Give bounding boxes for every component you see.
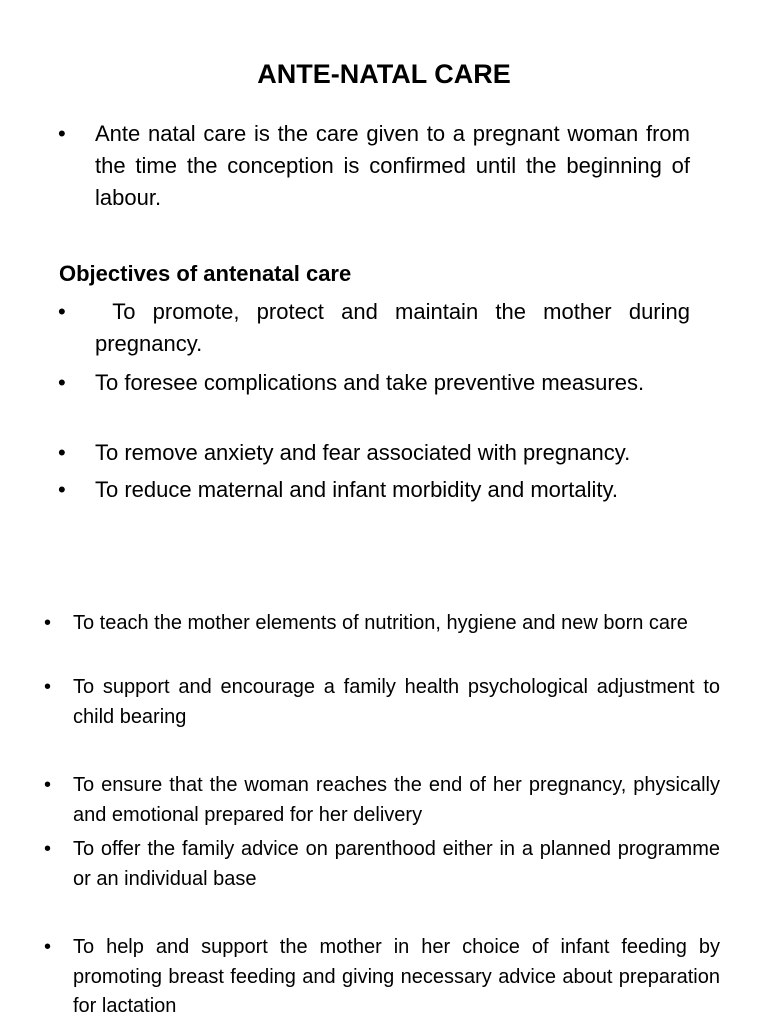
list-item-text: To ensure that the woman reaches the end of her pregnancy, physically and emotional prepared for her delivery	[73, 774, 720, 826]
objective-item	[58, 437, 690, 469]
list-item-text: To support and encourage a family health psychological adjustment to child bearing	[73, 676, 720, 728]
list-item-text: To offer the family advice on parenthood either in a planned programme or an individual base	[73, 838, 720, 890]
page-title: ANTE-NATAL CARE	[257, 59, 511, 89]
list-item	[44, 933, 720, 1022]
bullet-icon: •	[58, 477, 66, 502]
bullet-icon: •	[58, 440, 66, 465]
list-item	[44, 771, 720, 830]
objective-item	[58, 474, 690, 506]
list-item-text: To teach the mother elements of nutrition, hygiene and new born care	[73, 612, 688, 634]
bullet-icon: •	[58, 299, 66, 324]
intro-text: Ante natal care is the care given to a pregnant woman from the time the conception is confirmed until the beginning of labour.	[95, 121, 690, 210]
bullet-icon: •	[44, 612, 52, 634]
bullet-icon: •	[58, 121, 66, 146]
list-item-text: To help and support the mother in her choice of infant feeding by promoting breast feeding and giving necessary advice about preparation for lactation	[73, 936, 720, 1017]
objectives-heading: Objectives of antenatal care	[59, 261, 352, 286]
bullet-icon: •	[44, 936, 52, 958]
list-item	[44, 835, 720, 894]
bullet-icon: •	[44, 676, 52, 698]
list-item	[44, 609, 720, 639]
intro-item	[58, 118, 690, 214]
objective-text: To reduce maternal and infant morbidity and mortality.	[95, 477, 618, 502]
bullet-icon: •	[44, 838, 52, 860]
objective-text: To foresee complications and take preventive measures.	[95, 370, 645, 395]
list-item	[44, 673, 720, 732]
bullet-icon: •	[44, 774, 52, 796]
bullet-icon: •	[58, 370, 66, 395]
objective-item	[58, 296, 697, 360]
objective-item	[58, 367, 690, 399]
objective-text: To promote, protect and maintain the mother during pregnancy.	[95, 299, 697, 356]
objective-text: To remove anxiety and fear associated with pregnancy.	[95, 440, 631, 465]
